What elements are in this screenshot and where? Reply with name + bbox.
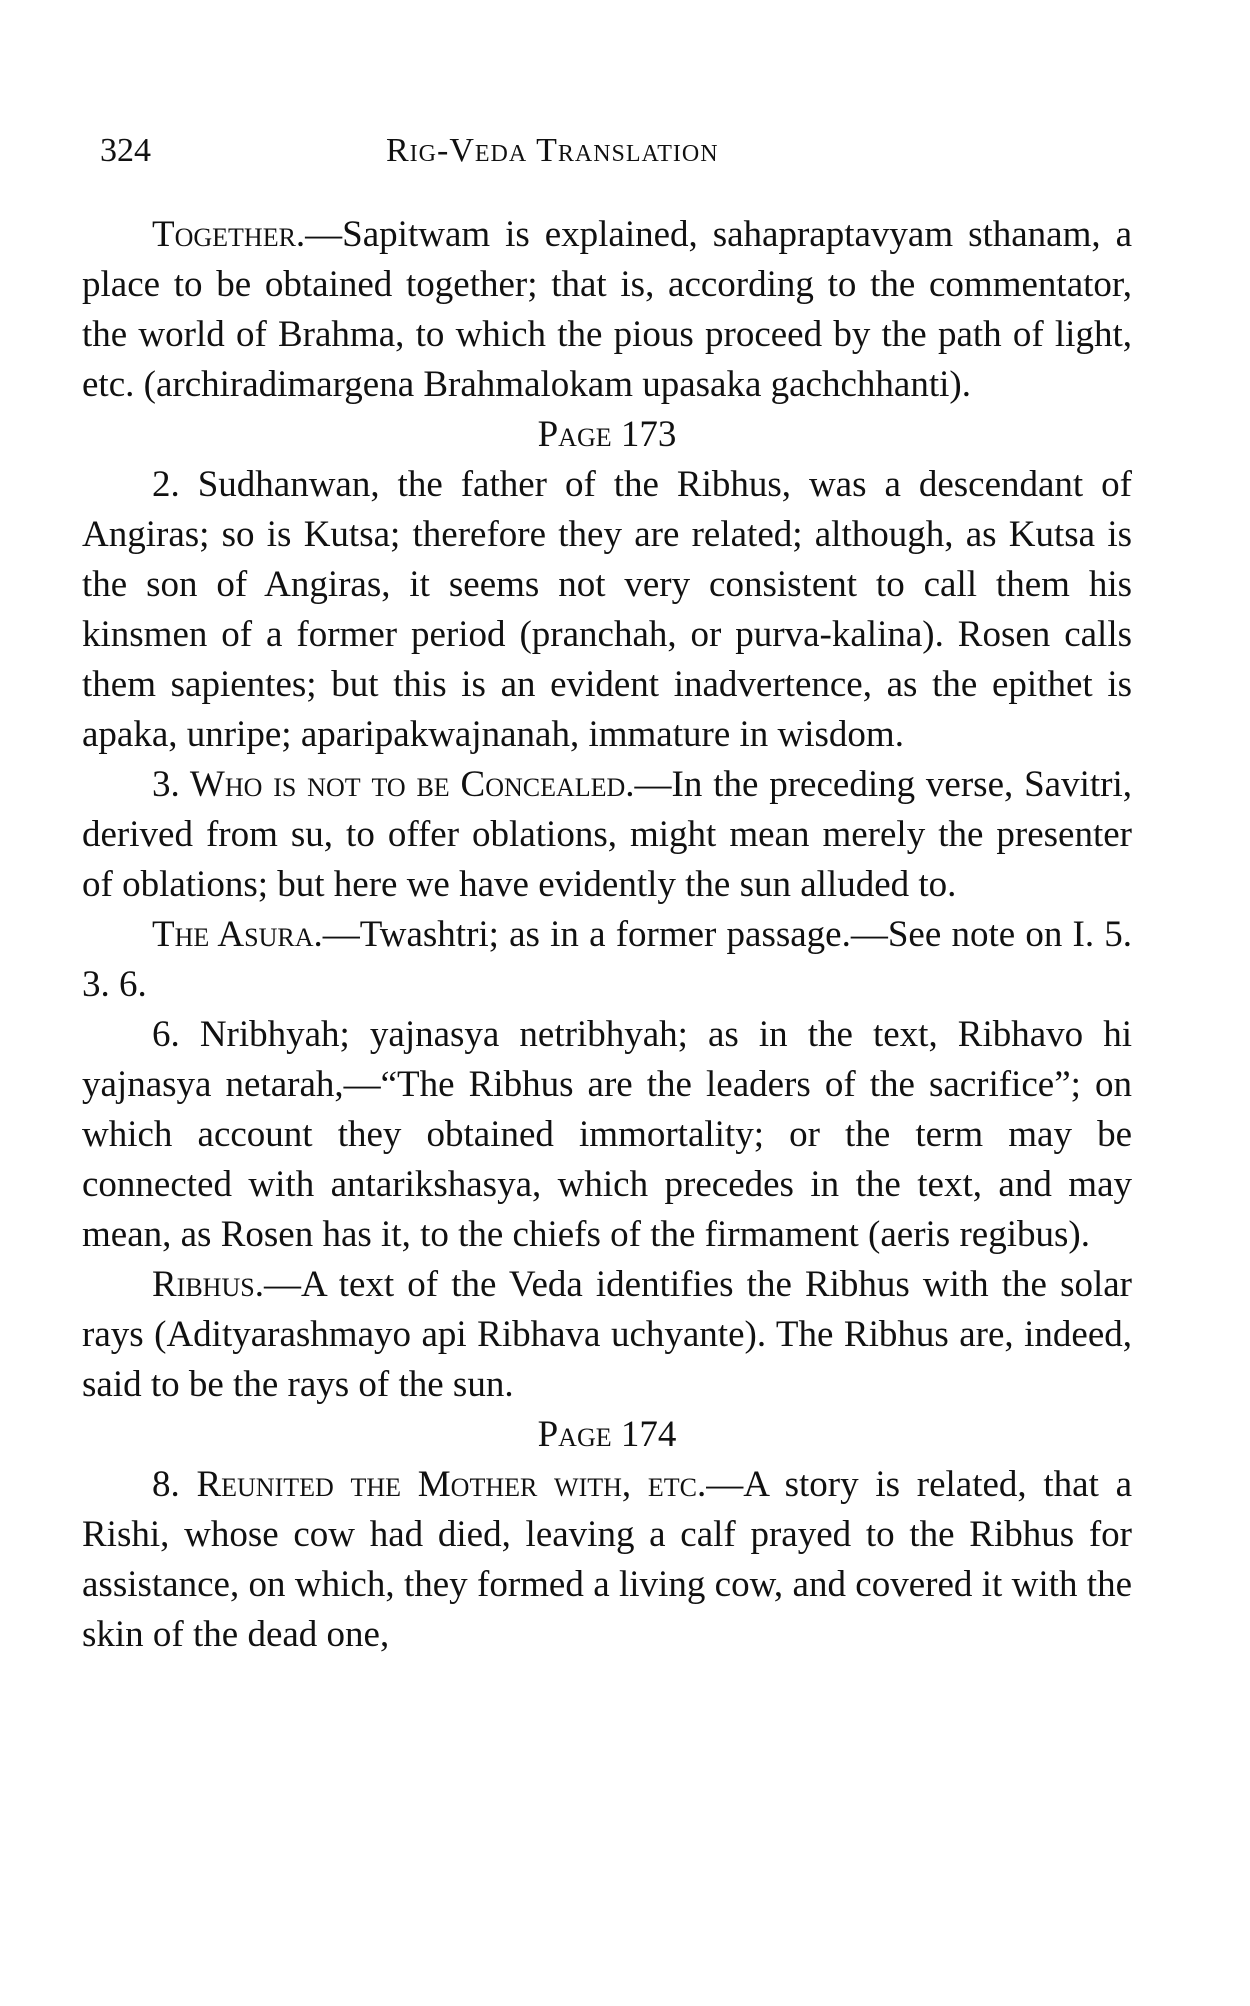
section-heading: Page 173	[537, 414, 677, 455]
note-text: —In the preceding verse, Savitri, derived from su, to offer oblations, might mean merely the presenter of oblations; but here we have evidently the sun alluded to.	[82, 764, 1132, 905]
page-number: 324	[100, 132, 151, 169]
note-text: —Sapitwam is explained, sahapraptavyam sthanam, a place to be obtained together; that is, according to the commentator, the world of Brahma, to which the pious proceed by the path of light, etc. (archiradimargena Brahmalokam upasaka gachchhanti).	[82, 214, 1132, 405]
note-head: Together.	[152, 214, 306, 255]
note-paragraph	[82, 1460, 1132, 1660]
page-header	[100, 132, 1140, 192]
note-head: The Asura.	[152, 914, 323, 955]
section-heading: Page 174	[537, 1414, 677, 1455]
note-text: —A text of the Veda identifies the Ribhus with the solar rays (Adityarashmayo api Ribhava uchyante). The Ribhus are, indeed, said to be the rays of the sun.	[82, 1264, 1132, 1405]
note-paragraph	[82, 1010, 1132, 1260]
note-paragraph	[82, 210, 1132, 410]
note-text: 6. Nribhyah; yajnasya netribhyah; as in the text, Ribhavo hi yajnasya netarah,—“The Ribhus are the leaders of the sacrifice”; on which account they obtained immortality; or the term may be connected with antarikshasya, which precedes in the text, and may mean, as Rosen has it, to the chiefs of the firmament (aeris regibus).	[82, 1014, 1132, 1255]
note-paragraph	[82, 1260, 1132, 1410]
note-head: Ribhus.	[152, 1264, 264, 1305]
note-text: 2. Sudhanwan, the father of the Ribhus, was a descendant of Angiras; so is Kutsa; therefore they are related; although, as Kutsa is the son of Angiras, it seems not very consistent to call them his kinsmen of a former period (pranchah, or purva-kalina). Rosen calls them sapientes; but this is an evident inadvertence, as the epithet is apaka, unripe; aparipakwajnanah, immature in wisdom.	[82, 464, 1132, 755]
note-head: 8. Reunited the Mother with, etc.	[152, 1464, 707, 1505]
note-paragraph	[82, 760, 1132, 910]
note-paragraph	[82, 460, 1132, 760]
page-body	[82, 210, 1132, 1660]
note-text: —Twashtri; as in a former passage.—See note on I. 5. 3. 6.	[82, 914, 1133, 1005]
running-title: Rig-Veda Translation	[386, 132, 719, 169]
note-head: 3. Who is not to be Concealed.	[152, 764, 635, 805]
note-paragraph	[82, 910, 1132, 1010]
note-text: —A story is related, that a Rishi, whose cow had died, leaving a calf prayed to the Ribhus for assistance, on which, they formed a living cow, and covered it with the skin of the dead one,	[82, 1464, 1132, 1655]
